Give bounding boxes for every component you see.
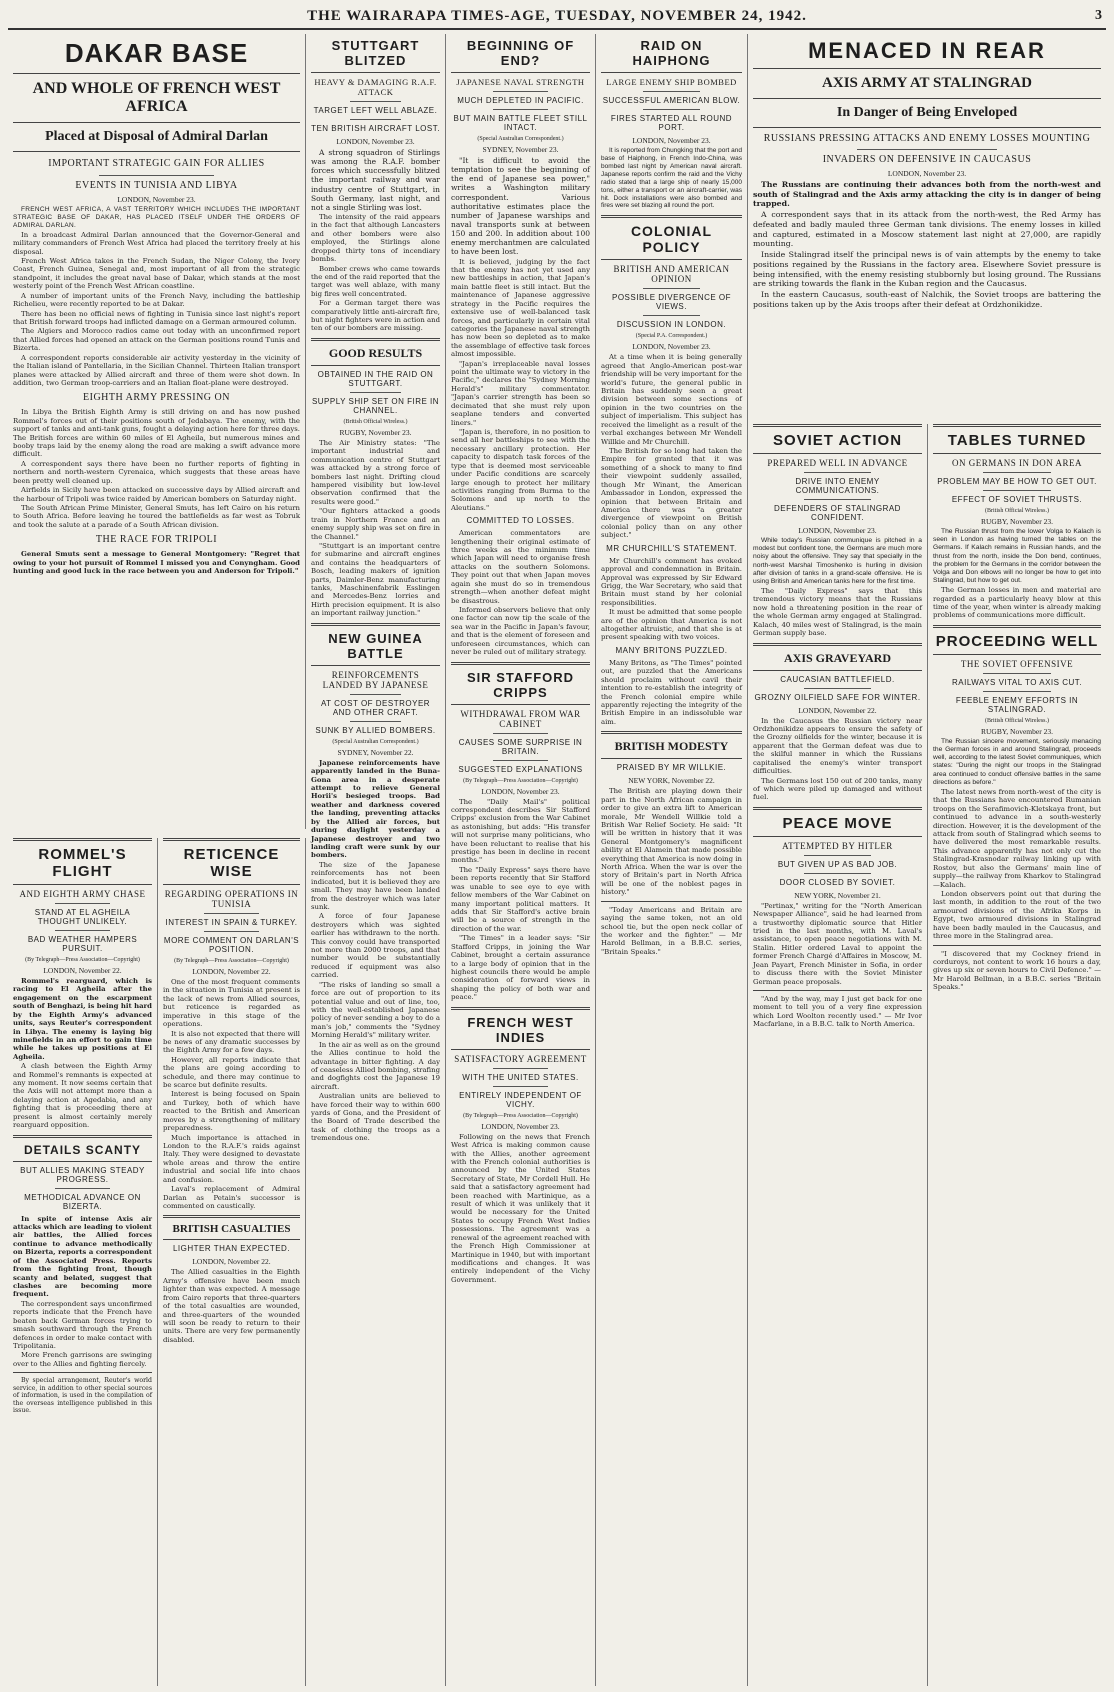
rommel-paragraph: Rommel's rearguard, which is racing to El Agheila after the engagement on the escarpment south of Benghazi, is being hit hard by the Eighth Army's advanced units, says Reuter's correspondent in Libya. The enemy is laying big minefields in an effort to gain time while he takes up positions at El Agheila. bbox=[13, 977, 152, 1061]
frenchwi-deck2: WITH THE UNITED STATES. bbox=[462, 1072, 579, 1082]
haiphong-deck3: FIRES STARTED ALL ROUND PORT. bbox=[610, 114, 733, 132]
newguinea-headline: NEW GUINEA BATTLE bbox=[328, 630, 423, 661]
colonial-paragraph: At a time when it is being generally agreed that Anglo-American post-war friendship will be very important for the world's future, the general public in Britain has suddenly seen a great division between some sections of opinion in the two countries on the subject of imperialism. This subject has received the limelight as a result of the verbal exchanges between Mr Wendell Willkie and Mr Churchill. bbox=[601, 353, 742, 446]
rommel-deck2: STAND AT EL AGHEILA THOUGHT UNLIKELY. bbox=[34, 908, 131, 926]
tables-paragraph: The Russian thrust from the lower Volga to Kalach is seen in London as having turned the tables on the Germans. If Kalach remains in Russian hands, and the thrust from the north, inside the Don bend, continues, the problem for the Germans in the corridor between the Volga and Don elbows will no longer be how to get into Stalingrad, but how to get out. bbox=[933, 528, 1101, 585]
rear-dateline: LONDON, November 23. bbox=[887, 169, 967, 178]
dakar-deck4: EVENTS IN TUNISIA AND LIBYA bbox=[75, 180, 238, 191]
beginning-subhead: COMMITTED TO LOSSES. bbox=[466, 516, 575, 526]
graveyard-paragraph: In the Caucasus the Russian victory near Ordzhonikidze appears to ensure the safety of the Grozny oilfields for the winter, because it is apparent that the German defeat was due to the skilful manner in which the Russians capitalised the enemy's winter transport difficulties. bbox=[753, 716, 922, 776]
dakar-paragraph: In Libya the British Eighth Army is still driving on and has now pushed Rommel's forces out of their positions south of Jedabaya. The enemy, with the support of tanks and anti-tank guns, fought a delaying action here for three days. The British forces are within 60 miles of El Agheila, but numerous mines and booby traps laid by the enemy along the road are making a swift advance more difficult. bbox=[13, 408, 300, 459]
stuttgart-paragraph: The Air Ministry states: "The important industrial and communication centre of Stuttgart was attacked by a strong force of bombers last night. Drifting cloud hampered visibility but low-level observation confirmed that the results were good." bbox=[311, 438, 440, 506]
reticence-paragraph: Interest is being focused on Spain and Turkey, both of which have reacted to the British and American moves by a strengthening of military preparedness. bbox=[163, 1090, 300, 1133]
tables-article bbox=[928, 424, 1106, 1686]
dakar-paragraph: A correspondent reports considerable air activity yesterday in the vicinity of the Italian island of Pantellaria, in the Sicilian Channel. Thirteen Italian transport planes were attacked by Allied aircraft and three of them were shot down. In addition, two German troop-carriers and an Italian float-plane were destroyed. bbox=[13, 353, 300, 387]
stuttgart-deck3: TEN BRITISH AIRCRAFT LOST. bbox=[311, 124, 440, 133]
soviet-dateline: LONDON, November 23. bbox=[798, 526, 877, 535]
modesty-headline: BRITISH MODESTY bbox=[614, 739, 729, 754]
newguinea-dateline: SYDNEY, November 22. bbox=[337, 747, 414, 757]
rommel-paragraph: In spite of intense Axis air attacks which are leading to violent air battles, the Allied forces continue to advance methodically on Bizerta, reports a correspondent of the Associated Press. Reports from the fighting front, though scanty and belated, suggest that clashes are becoming more frequent. bbox=[13, 1214, 152, 1299]
dakar-paragraph: General Smuts sent a message to General Montgomery: "Regret that owing to your hot pursuit of Rommel I missed you and Conyngham. Good hunting and good luck in the race between you and Anderson for Tripoli." bbox=[13, 550, 300, 576]
cripps-paragraph: The "Daily Express" says there have been reports recently that Sir Stafford was unable to see eye to eye with fellow members of the War Cabinet on many important political matters. It adds that Sir Stafford's active brain will be a source of strength in the direction of the war. bbox=[451, 865, 590, 933]
haiphong-deck2: SUCCESSFUL AMERICAN BLOW. bbox=[602, 96, 741, 105]
soviet-deck1: PREPARED WELL IN ADVANCE bbox=[767, 458, 908, 468]
stuttgart-subhead: GOOD RESULTS bbox=[328, 345, 423, 360]
reticence-dateline: LONDON, November 22. bbox=[192, 967, 271, 976]
dakar-deck1: AND WHOLE OF FRENCH WEST AFRICA bbox=[32, 80, 281, 115]
beginning-paragraph: "Japan's irreplaceable naval losses point the ultimate way to victory in the Pacific," declares the "Sydney Morning Herald's" military commentator. "Japan's carrier strength has been so decimated that she must rely upon seaplane tenders and converted liners." bbox=[451, 359, 590, 427]
peace-deck: DOOR CLOSED BY SOVIET. bbox=[779, 877, 896, 887]
frenchwi-headline: FRENCH WEST INDIES bbox=[467, 1014, 574, 1045]
masthead bbox=[8, 4, 1106, 30]
newguinea-paragraph: In the air as well as on the ground the Allies continue to hold the advantage in bitter fighting. A day of ceaseless Allied bombing, strafing and dogfights cost the Japanese 19 aircraft. bbox=[311, 1040, 440, 1091]
stuttgart-subdeck: OBTAINED IN THE RAID ON STUTTGART. bbox=[317, 369, 434, 388]
peace-deck: ATTEMPTED BY HITLER bbox=[782, 840, 893, 851]
reticence-paragraph: Much importance is attached in London to the R.A.F.'s raids against Italy. They were designed to devastate whole areas and throw the entire industrial and social life into chaos and confusion. bbox=[163, 1133, 300, 1184]
proceeding-deck: RAILWAYS VITAL TO AXIS CUT. bbox=[952, 677, 1082, 687]
rommel-article bbox=[8, 838, 158, 1686]
beginning-credit: (Special Australian Correspondent.) bbox=[477, 136, 564, 142]
reuter-note: By special arrangement, Reuter's world service, in addition to other special sources of information, is used in the compilation of the overseas intelligence published in this issue. bbox=[13, 1377, 152, 1415]
dakar-paragraph: A correspondent says there have been no further reports of fighting in northern and north-western Cyrenaica, which suggests that these areas have been pretty well cleaned up. bbox=[13, 459, 300, 485]
modesty-paragraph: The British are playing down their part in the North African campaign in order to give an extra lift to American morale, Mr Wendell Willkie told a British War Relief Society. He said: "It will be written in history that it was General Montgomery's magnificent ability at El Alamein that made possible everything that America is now doing in North Africa. When the war is over the story of Britain's part in North Africa will be one of the noblest pages in history." bbox=[601, 787, 742, 897]
frenchwi-deck3: ENTIRELY INDEPENDENT OF VICHY. bbox=[459, 1090, 582, 1109]
colonial-paragraph: Many Britons, as "The Times" pointed out, are puzzled that the Americans should proclaim without cavil their intention to re-establish the integrity of the French colonial empire while apparently rejecting the integrity of the British Empire in an indissoluble war aim. bbox=[601, 658, 742, 726]
proceeding-credit: (British Official Wireless.) bbox=[984, 717, 1050, 724]
casualties-dateline: LONDON, November 22. bbox=[192, 1257, 271, 1267]
rear-deck1: AXIS ARMY AT STALINGRAD bbox=[822, 75, 1032, 91]
rommel-credit: (By Telegraph—Press Association—Copyright) bbox=[25, 957, 140, 963]
dakar-paragraph: The South African Prime Minister, General Smuts, has left Cairo on his return to South Africa. Before leaving he toured the battlefields as far west as Tobruk and took the salute at a parade of a South African division. bbox=[13, 504, 300, 529]
modesty-deck: PRAISED BY MR WILLKIE. bbox=[616, 763, 727, 773]
stuttgart-paragraph: For a German target there was comparatively little anti-aircraft fire, but night fighters were in action and ten of our bombers are missing. bbox=[311, 299, 440, 333]
colonial-dateline: LONDON, November 23. bbox=[632, 342, 711, 352]
beginning-headline: BEGINNING OF END? bbox=[466, 38, 575, 68]
cripps-paragraph: "The Times" in a leader says: "Sir Stafford Cripps, in joining the War Cabinet, brought a certain assurance to a large body of opinion that in the highest councils there would be ample consideration of forward views in shaping the policy of both war and peace." bbox=[451, 934, 590, 1002]
stuttgart-credit: (British Official Wireless.) bbox=[343, 418, 408, 425]
tables-deck2: PROBLEM MAY BE HOW TO GET OUT. bbox=[937, 477, 1097, 486]
frenchwi-credit: (By Telegraph—Press Association—Copyright) bbox=[463, 1112, 578, 1119]
colonial-headline: COLONIAL POLICY bbox=[630, 223, 713, 256]
beginning-dateline: SYDNEY, November 23. bbox=[482, 145, 559, 154]
peace-headline: PEACE MOVE bbox=[782, 814, 893, 832]
reticence-deck3: MORE COMMENT ON DARLAN'S POSITION. bbox=[163, 936, 300, 954]
colonial-paragraph: The British for so long had taken the Empire for granted that it was something of a shock to many to find their viewpoint suddenly assailed, though Mr Winant, the American Ambassador in London, expressed the opinion that between Britain and America there was "a greater divergence of viewpoint on British colonial policy than on any other subject." bbox=[601, 447, 742, 540]
peace-dateline: NEW YORK, November 21. bbox=[794, 890, 881, 900]
reticence-paragraph: However, all reports indicate that the plans are going according to schedule, and there may continue to be scarce but definite results. bbox=[163, 1055, 300, 1090]
tables-deck1: ON GERMANS IN DON AREA bbox=[951, 458, 1082, 468]
stuttgart-paragraph: Bomber crews who came towards the end of the raid reported that the target was well ablaze, with many big fires well concentrated. bbox=[311, 264, 440, 298]
haiphong-deck1: LARGE ENEMY SHIP BOMBED bbox=[606, 77, 737, 87]
dakar-paragraph: In a broadcast Admiral Darlan announced that the Governor-General and military commanders of French West Africa had placed the territory freely at his disposal. bbox=[13, 230, 300, 256]
dakar-lead: FRENCH WEST AFRICA, A VAST TERRITORY WHICH INCLUDES THE IMPORTANT STRATEGIC BASE OF DAKAR, HAS PLACED ITSELF UNDER THE ORDERS OF ADMIRAL DARLAN. bbox=[13, 206, 300, 229]
rommel-deck1: AND EIGHTH ARMY CHASE bbox=[19, 889, 146, 899]
stuttgart-headline: STUTTGART BLITZED bbox=[331, 38, 420, 68]
column-beginning bbox=[446, 34, 596, 1686]
cripps-deck3: SUGGESTED EXPLANATIONS bbox=[458, 764, 583, 774]
beginning-paragraph: It is believed, judging by the fact that the enemy has not yet used any new battleships in action, that Japan's main battle fleet is still intact. But the maintenance of Japanese aggressive strategy in the Pacific requires the extensive use of well-balanced task forces, and particularly in certain vital categories the Japanese naval strength has now been so depleted as to make the assemblage of effective task forces almost impossible. bbox=[451, 257, 590, 359]
proceeding-dateline: RUGBY, November 23. bbox=[981, 726, 1053, 736]
beginning-paragraph: American commentators are lengthening their original estimate of three weeks as the minimum time which Japan will need to organise fresh attacks on the southern Solomons. They point out that when Japan moves again she must do so in tremendous strength—when another defeat might be disastrous. bbox=[451, 529, 590, 605]
stuttgart-deck1: HEAVY & DAMAGING R.A.F. ATTACK bbox=[314, 77, 437, 97]
dakar-paragraph: The Algiers and Morocco radios came out today with an unconfirmed report that Allied forces had opened an attack on the German positions round Tunis and Bizerta. bbox=[13, 327, 300, 353]
tables-credit: (British Official Wireless.) bbox=[984, 508, 1050, 514]
dakar-paragraph: Airfields in Sicily have been attacked on successive days by Allied aircraft and the harbour of Tripoli was twice raided by American bombers on Saturday night. bbox=[13, 486, 300, 503]
reticence-paragraph: One of the most frequent comments in the situation in Tunisia at present is the lack of news from Allied sources, but reticence is regarded as imperative in this stage of the operations. bbox=[163, 978, 300, 1029]
rear-paragraph: In the eastern Caucasus, south-east of Nalchik, the Soviet troops are battering the positions taken up by the Axis troops after their defeat at Ordzhonikidze. bbox=[753, 290, 1101, 309]
proceeding-paragraph: The latest news from north-west of the city is that the Russians have encountered Rumanian troops on the Serafimovich-Kletskaya front, but continued to advance in a south-westerly direction. However, it is the development of the attack from south of Stalingrad which seems to have delivered the most remarkable results. This advance apparently has not only cut the Stalingrad-Krasnodar railway linking up with Rostov, but also the Germans' main line of supply—the railway from Kharkov to Stalingrad—Kalach. bbox=[933, 787, 1101, 889]
stuttgart-deck2: TARGET LEFT WELL ABLAZE. bbox=[313, 106, 438, 115]
rear-paragraph: The Russians are continuing their advances both from the north-west and south of Stalingrad and the Axis army attacking the city is in danger of being trapped. bbox=[753, 180, 1101, 209]
casualties-headline: BRITISH CASUALTIES bbox=[172, 1223, 291, 1236]
beginning-paragraph: "It is difficult to avoid the temptation to see the beginning of the end of Japanese sea power," writes a Washington military correspondent. Various authoritative estimates place the number of Japanese warships and naval transports sunk at between 150 and 200. In addition about 100 enemy merchantmen are calculated to have been lost. bbox=[451, 156, 590, 257]
soviet-paragraph: While today's Russian communique is pitched in a modest but confident tone, the Germans are much more noisy about the offensive. They say that specially in the north-west Marshal Timoshenko is hurling in division after division of tanks in a grand-scale offensive. He is using British and American tanks here for the first time. bbox=[753, 537, 922, 585]
soviet-headline: SOVIET ACTION bbox=[772, 432, 903, 449]
rommel-subdeck: METHODICAL ADVANCE ON BIZERTA. bbox=[24, 1192, 141, 1211]
newguinea-credit: (Special Australian Correspondent.) bbox=[332, 738, 419, 745]
newguinea-paragraph: Australian units are believed to have forced their way to within 600 yards of Gona, and the President of the Board of Trade described the task of clothing the troops as a tremendous one. bbox=[311, 1092, 440, 1143]
newguinea-paragraph: Japanese reinforcements have apparently landed in the Buna-Gona area in a desperate attempt to relieve General Horii's besieged troops. Bad weather and darkness covered the landing, preventing attacks by the Allied air forces, but during daylight yesterday a Japanese destroyer and two landing craft were sunk by our bombers. bbox=[311, 758, 440, 860]
proceeding-paragraph: The Russian sincere movement, seriously menacing the German forces in and around Stalingrad, proceeds well, according to the latest Soviet communiques, which states: "During the night our troops in the Stalingrad area continued to conduct offensive battles in the same directions as before." bbox=[933, 737, 1101, 786]
graveyard-headline: AXIS GRAVEYARD bbox=[783, 650, 892, 665]
dakar-deck2: Placed at Disposal of Admiral Darlan bbox=[45, 129, 268, 144]
soviet-deck2: DRIVE INTO ENEMY COMMUNICATIONS. bbox=[795, 477, 880, 495]
tables-deck3: EFFECT OF SOVIET THRUSTS. bbox=[951, 495, 1083, 504]
newguinea-paragraph: "The risks of landing so small a force are out of proportion to its potential value and out of line, too, with the well-established Japanese policy of never sending a boy to do a man's job," comments the "Sydney Morning Herald's" military writer. bbox=[311, 980, 440, 1040]
reticence-deck1: REGARDING OPERATIONS IN TUNISIA bbox=[164, 889, 299, 909]
peace-deck: BUT GIVEN UP AS BAD JOB. bbox=[777, 859, 898, 869]
cripps-paragraph: The "Daily Mail's" political correspondent describes Sir Stafford Cripps' exclusion from the War Cabinet as astonishing, but adds: "His transfer will not surprise many politicians, who have been reluctant to realise that his prestige has been in decline in recent months." bbox=[451, 797, 590, 865]
proceeding-deck: FEEBLE ENEMY EFFORTS IN STALINGRAD. bbox=[955, 695, 1079, 714]
dakar-subhead: EIGHTH ARMY PRESSING ON bbox=[83, 392, 230, 404]
proceeding-deck: THE SOVIET OFFENSIVE bbox=[960, 658, 1074, 669]
reticence-article bbox=[158, 838, 306, 1686]
stuttgart-paragraph: "Stuttgart is an important centre for submarine and aircraft engines and contains the headquarters of Bosch, leading makers of ignition parts, Daimler-Benz manufacturing tanks, Maschinenfabrik Esslingen and Mercedes-Benz lorries and Hirth precision equipment. It is also an important railway junction." bbox=[311, 541, 440, 618]
rommel-paragraph: A clash between the Eighth Army and Rommel's remnants is expected at any moment. It now seems certain that the Axis will not attempt more than a delaying action at Agedabia, and any fighting that is proceeding there at present is almost certainly merely rearguard opposition. bbox=[13, 1062, 152, 1130]
beginning-paragraph: Informed observers believe that only one factor can now tip the scale of the sea war in the Pacific in Japan's favour, and that is the element of foreseen and unforeseen circumstances, which can never be ruled out of military strategy. bbox=[451, 606, 590, 657]
graveyard-dateline: LONDON, November 22. bbox=[798, 705, 877, 715]
proceeding-quote: "I discovered that my Cockney friend in corduroys, not content to work 16 hours a day, gives up six or seven hours to Civil Defence." — Mr Harold Bellman, in a B.B.C. series "Britain Speaks." bbox=[933, 949, 1101, 992]
graveyard-deck: GROZNY OILFIELD SAFE FOR WINTER. bbox=[754, 692, 921, 702]
rear-deck3: RUSSIANS PRESSING ATTACKS AND ENEMY LOSSES MOUNTING bbox=[763, 133, 1091, 144]
rear-deck4: INVADERS ON DEFENSIVE IN CAUCASUS bbox=[822, 154, 1032, 165]
colonial-paragraph: It must be admitted that some people are of the opinion that America is not altogether altruistic, and that she is at present speaking with two voices. bbox=[601, 608, 742, 642]
stuttgart-subdeck: SUPPLY SHIP SET ON FIRE IN CHANNEL. bbox=[311, 396, 440, 415]
graveyard-deck: CAUCASIAN BATTLEFIELD. bbox=[780, 674, 895, 684]
reticence-headline: RETICENCE WISE bbox=[183, 846, 280, 880]
colonial-paragraph: Mr Churchill's comment has evoked approval and condemnation in Britain. Approval was expressed by Sir Edward Grigg, the War Secretary, who said that Britain must stand by her colonial responsibilities. bbox=[601, 556, 742, 607]
dakar-deck3: IMPORTANT STRATEGIC GAIN FOR ALLIES bbox=[48, 158, 265, 169]
stuttgart-dateline: RUGBY, November 23. bbox=[339, 427, 412, 437]
rommel-dateline: LONDON, November 22. bbox=[43, 966, 122, 975]
graveyard-paragraph: The Germans lost 150 out of 200 tanks, many of which were piled up damaged and without fuel. bbox=[753, 776, 922, 802]
newguinea-deck2: AT COST OF DESTROYER AND OTHER CRAFT. bbox=[320, 698, 431, 717]
rear-headline: MENACED IN REAR bbox=[808, 38, 1046, 63]
beginning-paragraph: "Japan is, therefore, in no position to send all her battleships to sea with the necessary ancillary protection. Her capacity to dispatch task forces of the type that is deemed most serviceable under Pacific conditions are scarcely large enough to protect her military activities ranging from Burma to the Solomons and up north to the Aleutians." bbox=[451, 427, 590, 512]
modesty-dateline: NEW YORK, November 22. bbox=[628, 776, 715, 786]
soviet-deck3: DEFENDERS OF STALINGRAD CONFIDENT. bbox=[774, 504, 901, 522]
rear-paragraph: Inside Stalingrad itself the principal news is of vain attempts by the enemy to take positions regained by the Russians in the factory area. Elsewhere Soviet pressure is being intensified, with the enemy resisting stubbornly but losing ground. The Russians are striking towards the flank in the Kuban region and the Caucasus. bbox=[753, 250, 1101, 289]
soviet-article bbox=[748, 424, 928, 1686]
stuttgart-paragraph: "Our fighters attacked a goods train in Northern France and an enemy supply ship was set on fire in the Channel." bbox=[311, 507, 440, 541]
peace-quote: "And by the way, may I just get back for one moment to tell you of a very fine expression which Lord Woolton recently used." — Mr Ivor Macfarlane, in a B.B.C. talk to North America. bbox=[753, 995, 922, 1029]
beginning-deck2: MUCH DEPLETED IN PACIFIC. bbox=[457, 96, 584, 105]
rear-paragraph: A correspondent says that in its attack from the north-west, the Red Army has defeated and badly mauled three German tank divisions. The enemy losses in killed and captured, estimated in a Moscow statement last night at 27,000, are rapidly mounting. bbox=[753, 210, 1101, 249]
cripps-deck2: CAUSES SOME SURPRISE IN BRITAIN. bbox=[458, 737, 583, 756]
rommel-paragraph: The correspondent says unconfirmed reports indicate that the French have beaten back German forces trying to smash southward through the French defences in order to make contact with Tripolitania. bbox=[13, 1299, 152, 1350]
dakar-dateline: LONDON, November 23. bbox=[117, 195, 196, 204]
newspaper-title: THE WAIRARAPA TIMES-AGE, TUESDAY, NOVEMBER 24, 1942. bbox=[307, 7, 807, 24]
column-stuttgart bbox=[306, 34, 446, 1686]
rommel-subhead: DETAILS SCANTY bbox=[23, 1142, 142, 1157]
modesty-quote: "Today Americans and Britain are saying the same token, not an old school tie, but the open neck collar of the worker and the fighter." — Mr Harold Bellman, in a B.B.C. series, "Britain Speaks." bbox=[601, 905, 742, 956]
frenchwi-dateline: LONDON, November 23. bbox=[481, 1121, 560, 1131]
stuttgart-dateline: LONDON, November 23. bbox=[336, 137, 415, 146]
colonial-deck2: POSSIBLE DIVERGENCE OF VIEWS. bbox=[611, 293, 732, 312]
reticence-deck2: INTEREST IN SPAIN & TURKEY. bbox=[165, 918, 298, 927]
peace-paragraph: "Pertinax," writing for the "North American Newspaper Alliance", said he had learned from a trustworthy diplomatic source that Hitler tried in the last months, with M. Laval's assistance, to open peace negotiations with M. Stalin. Hitler ordered Laval to appoint the former French Chargé d'Affaires in Moscow, M. Jean Payart, French Minister in Sofia, in order to discuss there with the Soviet Minister German peace proposals. bbox=[753, 901, 922, 986]
rear-article bbox=[748, 34, 1106, 422]
proceeding-paragraph: London observers point out that during the last month, in addition to the rout of the two armoured divisions of the Afrika Korps in Egypt, two armoured divisions in Stalingrad have been badly mauled in the Caucasus, and three more in the Stalingrad area. bbox=[933, 889, 1101, 941]
rommel-paragraph: More French garrisons are swinging over to the Allies and fighting fiercely. bbox=[13, 1351, 152, 1368]
haiphong-paragraph: It is reported from Chungking that the port and base of Haiphong, in French Indo-China, was bombed last night by American naval aircraft. Japanese reports confirm the raid and the Vichy radio stated that a large ship of nearly 15,000 tons, either a transport or an aircraft-carrier, was hit. Dock installations were also bombed and fires were set blazing all round the port. bbox=[601, 147, 742, 210]
newguinea-paragraph: The size of the Japanese reinforcements has not been indicated, but it is believed they are small. They may have been landed from the destroyer which was later sunk. bbox=[311, 860, 440, 911]
cripps-deck1: WITHDRAWAL FROM WAR CABINET bbox=[460, 708, 581, 729]
newguinea-deck1: REINFORCEMENTS LANDED BY JAPANESE bbox=[322, 669, 429, 690]
casualties-deck: LIGHTER THAN EXPECTED. bbox=[172, 1244, 291, 1254]
rear-deck2: In Danger of Being Enveloped bbox=[836, 105, 1018, 120]
stuttgart-paragraph: The intensity of the raid appears in the fact that although Lancasters and other bombers were also employed, the Stirlings alone dropped thirty tons of incendiary bombs. bbox=[311, 212, 440, 264]
soviet-paragraph: The "Daily Express" says that this tremendous victory means that the Russians now hold a threatening position in the rear of the whole German army engaged at Stalingrad. Kalach, 40 miles west of Stalingrad, is the main German supply base. bbox=[753, 587, 922, 638]
cripps-headline: SIR STAFFORD CRIPPS bbox=[466, 669, 575, 700]
rommel-headline: ROMMEL'S FLIGHT bbox=[38, 846, 127, 880]
reticence-credit: (By Telegraph—Press Association—Copyright) bbox=[174, 958, 289, 964]
dakar-paragraph: A number of important units of the French Navy, including the battleship Richelieu, were recently reported to be at Dakar. bbox=[13, 291, 300, 309]
reticence-paragraph: It is also not expected that there will be news of any dramatic successes by the Eighth Army for a few days. bbox=[163, 1029, 300, 1055]
haiphong-headline: RAID ON HAIPHONG bbox=[632, 38, 711, 68]
dakar-paragraph: There has been no official news of fighting in Tunisia since last night's report that British forward troops had inflicted damage on a German armoured column. bbox=[13, 309, 300, 326]
colonial-deck3: DISCUSSION IN LONDON. bbox=[616, 320, 727, 330]
column-haiphong bbox=[596, 34, 748, 1686]
dakar-headline: DAKAR BASE bbox=[64, 38, 249, 68]
proceeding-headline: PROCEEDING WELL bbox=[935, 632, 1099, 650]
dakar-paragraph: French West Africa takes in the French Sudan, the Niger Colony, the Ivory Coast, French Guinea, Senegal and, most important of all from the strategic standpoint, it includes the great naval base of Dakar, which stands at the most westerly point of the French West African coastline. bbox=[13, 257, 300, 291]
colonial-deck1: BRITISH AND AMERICAN OPINION bbox=[613, 264, 730, 285]
tables-dateline: RUGBY, November 23. bbox=[981, 517, 1053, 526]
reticence-paragraph: Laval's replacement of Admiral Darlan as Petain's successor is commented on caustically. bbox=[163, 1185, 300, 1210]
tables-headline: TABLES TURNED bbox=[947, 432, 1087, 449]
cripps-dateline: LONDON, November 23. bbox=[481, 786, 560, 796]
beginning-deck1: JAPANESE NAVAL STRENGTH bbox=[456, 77, 585, 87]
casualties-paragraph: The Allied casualties in the Eighth Army's offensive have been much lighter than was expected. A message from Cairo reports that three-quarters of the total casualties are wounded, and three-quarters of the wounded will soon be ready to return to their units. There are very few permanently disabled. bbox=[163, 1268, 300, 1344]
page-number: 3 bbox=[1095, 8, 1102, 23]
haiphong-dateline: LONDON, November 23. bbox=[632, 136, 711, 145]
colonial-subhead: MANY BRITONS PUZZLED. bbox=[615, 645, 728, 655]
dakar-article bbox=[8, 34, 306, 829]
rommel-deck3: BAD WEATHER HAMPERS PURSUIT. bbox=[27, 935, 138, 953]
frenchwi-paragraph: Following on the news that French West Africa is making common cause with the Allies, another agreement with the French colonial authorities is announced by the United States Secretary of State, Mr Cordell Hull. He said that a satisfactory agreement had been reached with Martinique, as a result of which it was unlikely that it would be necessary for the United States to occupy French West Indies possessions. The agreement was a renewal of the agreement reached with the French High Commissioner at Martinique in 1940, but with important modifications and changes. It was entirely independent of the Vichy Government. bbox=[451, 1132, 590, 1284]
colonial-subhead: MR CHURCHILL'S STATEMENT. bbox=[606, 543, 737, 553]
frenchwi-deck1: SATISFACTORY AGREEMENT bbox=[454, 1053, 587, 1064]
rommel-subdeck: BUT ALLIES MAKING STEADY PROGRESS. bbox=[20, 1165, 145, 1184]
tables-paragraph: The German losses in men and material are regarded as a particularly heavy blow at this time of the year, when winter is already making problems of communications more difficult. bbox=[933, 586, 1101, 620]
newguinea-paragraph: A force of four Japanese destroyers which was sighted earlier has withdrawn to the north. This convoy could have transported not more than 2000 troops, and that number would be substantially reduced if equipment was also carried. bbox=[311, 912, 440, 980]
newguinea-deck3: SUNK BY ALLIED BOMBERS. bbox=[315, 725, 436, 735]
colonial-credit: (Special P.A. Correspondent.) bbox=[635, 333, 708, 340]
dakar-subhead: THE RACE FOR TRIPOLI bbox=[95, 534, 218, 546]
beginning-deck3: BUT MAIN BATTLE FLEET STILL INTACT. bbox=[453, 114, 588, 132]
stuttgart-paragraph: A strong squadron of Stirlings was among the R.A.F. bomber forces which successfully blitzed the important railway and war industry centre of Stuttgart, in South Germany, last night, and not a single Stirling was lost. bbox=[311, 148, 440, 212]
cripps-credit: (By Telegraph—Press Association—Copyright) bbox=[463, 777, 578, 784]
